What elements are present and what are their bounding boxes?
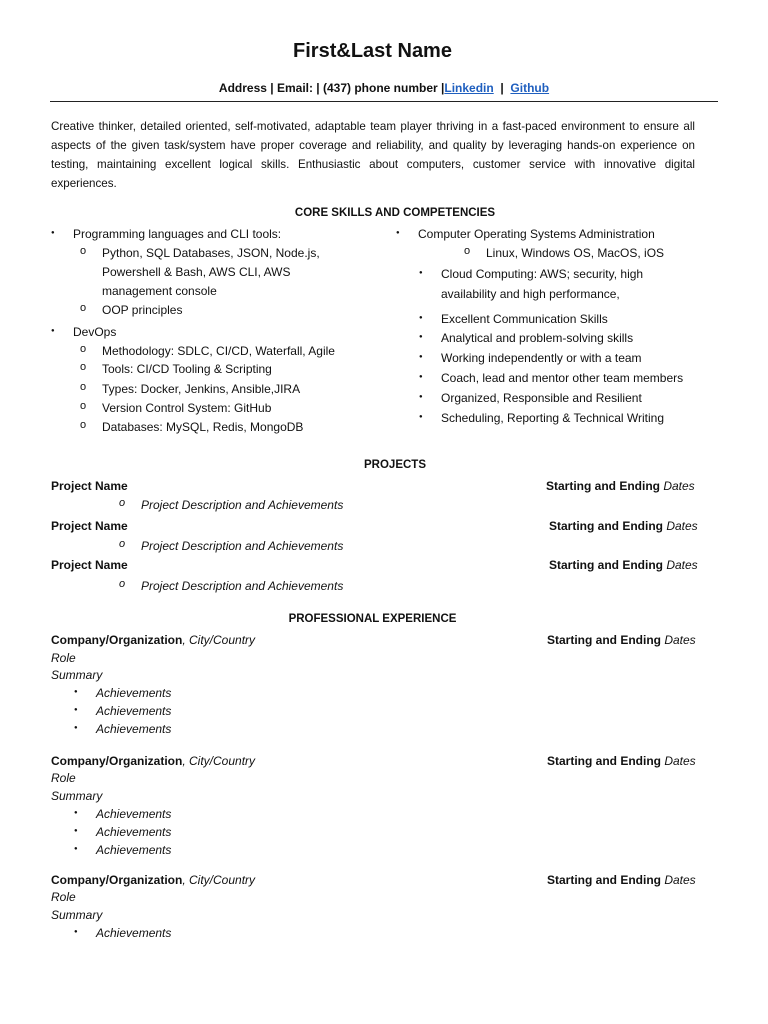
experience-dates-label: Starting and Ending — [547, 633, 665, 647]
company-name: Company/Organization — [51, 873, 183, 887]
experience-summary: Summary — [51, 789, 103, 803]
experience-company — [51, 754, 255, 768]
experience-achievement: ● Achievements — [96, 807, 171, 821]
skills-heading: CORE SKILLS AND COMPETENCIES — [294, 207, 496, 219]
experience-achievement: ● Achievements — [96, 722, 171, 736]
project-dates — [546, 479, 695, 493]
project-dates-label: Starting and Ending — [546, 479, 664, 493]
project-description: o Project Description and Achievements — [141, 498, 343, 512]
project-description: o Project Description and Achievements — [141, 539, 343, 553]
skill-programming-list-line3: management console — [102, 284, 217, 298]
company-location: , City/Country — [182, 633, 256, 647]
experience-role: Role — [51, 771, 76, 785]
soft-skill-item: ● Excellent Communication Skills — [441, 312, 608, 326]
skill-programming-list-line1: o Python, SQL Databases, JSON, Node.js, — [102, 246, 320, 260]
experience-summary: Summary — [51, 908, 103, 922]
project-dates-value: Dates — [663, 479, 695, 493]
skill-programming-list-line2: Powershell & Bash, AWS CLI, AWS — [102, 265, 291, 279]
experience-dates-value: Dates — [664, 754, 696, 768]
soft-skill-item: ● Analytical and problem-solving skills — [441, 331, 633, 345]
header-divider — [50, 101, 718, 102]
project-dates — [549, 558, 698, 572]
skill-devops-item: o Version Control System: GitHub — [102, 401, 271, 415]
skill-cloud-line1: ● Cloud Computing: AWS; security, high — [441, 267, 643, 281]
contact-line — [0, 81, 768, 95]
experience-company — [51, 873, 255, 887]
experience-role: Role — [51, 651, 76, 665]
skill-devops-item: o Methodology: SDLC, CI/CD, Waterfall, Agile — [102, 344, 335, 358]
experience-dates — [547, 633, 696, 647]
experience-achievement: ● Achievements — [96, 686, 171, 700]
experience-dates-value: Dates — [664, 873, 696, 887]
project-description: o Project Description and Achievements — [141, 579, 343, 593]
skill-devops-item: o Tools: CI/CD Tooling & Scripting — [102, 362, 272, 376]
experience-dates — [547, 754, 696, 768]
company-name: Company/Organization — [51, 633, 183, 647]
project-name: Project Name — [51, 519, 128, 533]
linkedin-link[interactable]: Linkedin — [444, 81, 494, 95]
project-dates — [549, 519, 698, 533]
experience-dates-label: Starting and Ending — [547, 754, 665, 768]
project-dates-label: Starting and Ending — [549, 519, 667, 533]
soft-skill-item: ● Coach, lead and mentor other team members — [441, 371, 683, 385]
soft-skill-item: ● Working independently or with a team — [441, 351, 642, 365]
project-dates-value: Dates — [666, 519, 698, 533]
project-dates-value: Dates — [666, 558, 698, 572]
projects-heading: PROJECTS — [364, 459, 426, 471]
project-name: Project Name — [51, 479, 128, 493]
company-location: , City/Country — [182, 754, 256, 768]
soft-skill-item: ● Scheduling, Reporting & Technical Writing — [441, 411, 664, 425]
project-name: Project Name — [51, 558, 128, 572]
experience-company — [51, 633, 255, 647]
experience-achievement: ● Achievements — [96, 843, 171, 857]
github-link[interactable]: Github — [510, 81, 550, 95]
experience-heading: PROFESSIONAL EXPERIENCE — [288, 613, 457, 625]
skill-devops-item: o Types: Docker, Jenkins, Ansible,JIRA — [102, 382, 300, 396]
experience-achievement: ● Achievements — [96, 926, 171, 940]
company-name: Company/Organization — [51, 754, 183, 768]
experience-summary: Summary — [51, 668, 103, 682]
skill-devops: ● DevOps — [73, 325, 116, 339]
experience-dates — [547, 873, 696, 887]
experience-achievement: ● Achievements — [96, 704, 171, 718]
contact-details: Address | Email: | (437) phone number | — [218, 81, 445, 95]
profile-summary: Creative thinker, detailed oriented, self-motivated, adaptable team player thriving in a fast-paced environment to ensure all aspects of the given task/system have proper coverage and reliability, and quality by leveraging hands-on experience on testing, maintaining excellent logical skills. Enthusiastic about computers, customer service with innovative digital experiences. — [51, 120, 695, 190]
skill-oop: o OOP principles — [102, 303, 182, 317]
experience-role: Role — [51, 890, 76, 904]
experience-achievement: ● Achievements — [96, 825, 171, 839]
project-dates-label: Starting and Ending — [549, 558, 667, 572]
contact-separator: | — [500, 81, 504, 95]
skill-os-list: o Linux, Windows OS, MacOS, iOS — [486, 246, 664, 260]
skill-cloud-line2: availability and high performance, — [441, 287, 620, 301]
company-location: , City/Country — [182, 873, 256, 887]
soft-skill-item: ● Organized, Responsible and Resilient — [441, 391, 642, 405]
skill-programming: ● Programming languages and CLI tools: — [73, 227, 281, 241]
experience-dates-value: Dates — [664, 633, 696, 647]
skill-os-admin: ● Computer Operating Systems Administration — [418, 227, 655, 241]
skill-devops-item: o Databases: MySQL, Redis, MongoDB — [102, 420, 303, 434]
experience-dates-label: Starting and Ending — [547, 873, 665, 887]
resume-name: First&Last Name — [293, 40, 452, 62]
